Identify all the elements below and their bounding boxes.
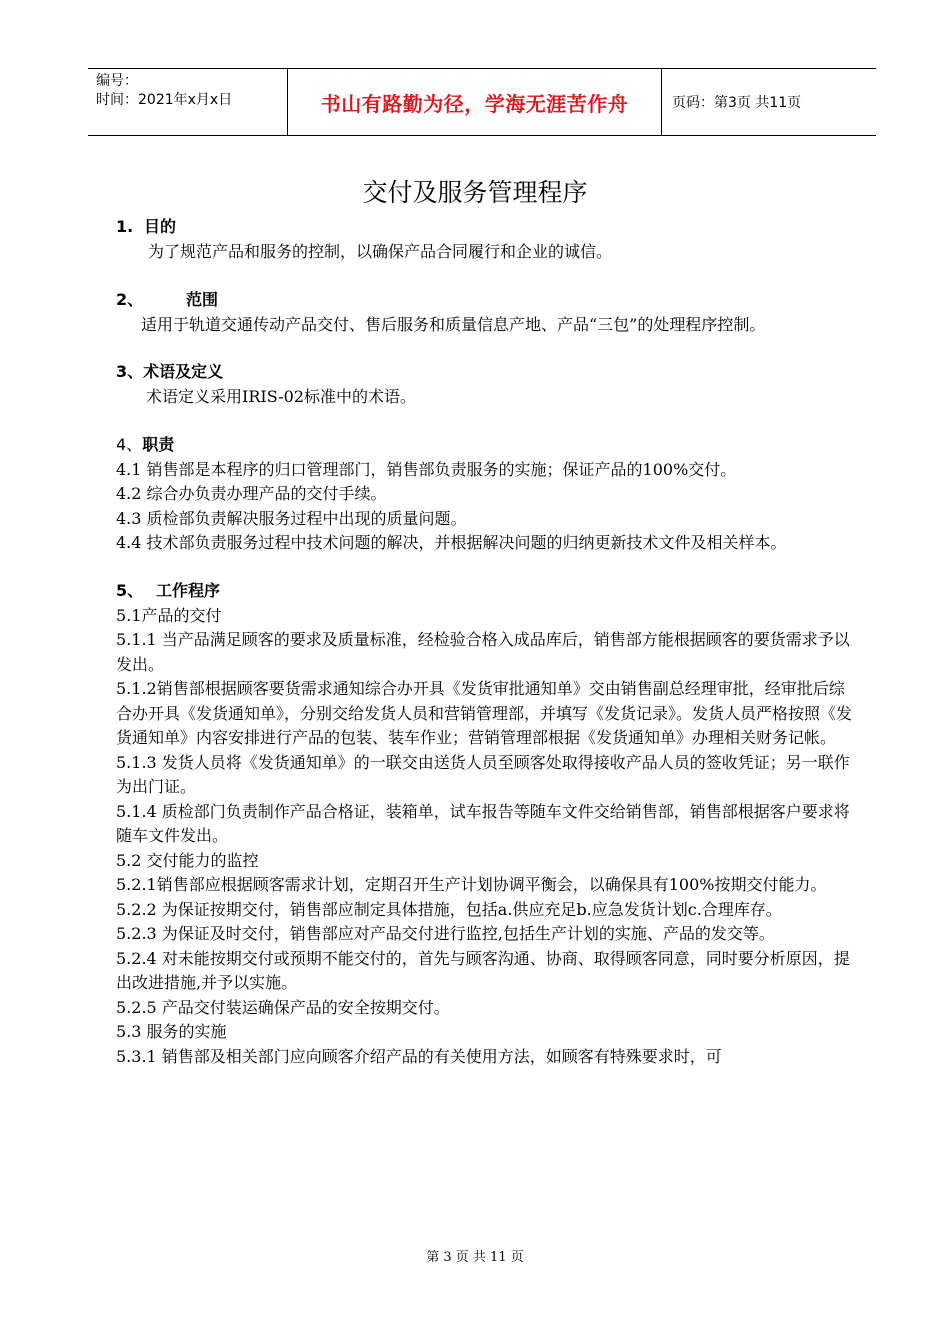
section-5-item: 5.2.2 为保证按期交付，销售部应制定具体措施，包括a.供应充足b.应急发货计划c.合理库存。	[116, 899, 782, 919]
page-footer: 第 3 页 共 11 页	[426, 1250, 524, 1265]
section-3-heading: 3、术语及定义	[116, 362, 224, 381]
section-1-title: 目的	[144, 217, 177, 236]
document-code: 编号：	[96, 73, 138, 89]
section-5-item: 5.2.5 产品交付装运确保产品的安全按期交付。	[116, 997, 450, 1017]
section-3-text: 术语定义采用IRIS-02标准中的术语。	[146, 387, 417, 406]
section-4-heading	[116, 432, 856, 458]
document-time: 时间：2021年x月x日	[96, 92, 233, 108]
header-meta	[88, 69, 288, 135]
section-4-item: 4.1 销售部是本程序的归口管理部门，销售部负责服务的实施；保证产品的100%交付。	[116, 459, 737, 479]
header-motto: 书山有路勤为径，学海无涯苦作舟	[288, 69, 662, 135]
section-5-item: 5.1.4 质检部门负责制作产品合格证，装箱单，试车报告等随车文件交给销售部，销售部根据客户要求将随车文件发出。	[116, 801, 850, 845]
section-5-item: 5.2.4 对未能按期交付或预期不能交付的，首先与顾客沟通、协商、取得顾客同意，同时要分析原因，提出改进措施,并予以实施。	[116, 948, 850, 992]
section-5-item: 5.1.2销售部根据顾客要货需求通知综合办开具《发货审批通知单》交由销售副总经理审批，经审批后综合办开具《发货通知单》，分别交给发货人员和营销管理部，并填写《发货记录》。发货人员严格按照《发货通知单》内容安排进行产品的包装、装车作业；营销管理部根据《发货通知单》办理相关财务记帐。	[116, 679, 853, 747]
section-4-number: 4、	[116, 434, 143, 454]
section-2-number: 2、	[116, 289, 144, 309]
section-5-item: 5.1.3 发货人员将《发货通知单》的一联交由送货人员至顾客处取得接收产品人员的签收凭证；另一联作为出门证。	[116, 752, 850, 796]
section-5-item: 5.3 服务的实施	[116, 1022, 227, 1041]
section-4-title: 职责	[142, 434, 175, 454]
section-5-heading	[116, 578, 856, 604]
section-5-item: 5.2.3 为保证及时交付，销售部应对产品交付进行监控,包括生产计划的实施、产品的发交等。	[116, 924, 775, 943]
document-title: 交付及服务管理程序	[362, 178, 588, 207]
section-5-item: 5.1.1 当产品满足顾客的要求及质量标准，经检验合格入成品库后，销售部方能根据顾客的要货需求予以发出。	[116, 630, 850, 674]
section-4-item: 4.4 技术部负责服务过程中技术问题的解决，并根据解决问题的归纳更新技术文件及相关样本。	[116, 533, 787, 552]
section-2-text: 适用于轨道交通传动产品交付、售后服务和质量信息产地、产品“三包”的处理程序控制。	[141, 314, 766, 334]
header-page-info: 页码：第3页 共11页	[672, 95, 802, 111]
section-5-number: 5、	[116, 580, 144, 600]
section-5-title: 工作程序	[156, 580, 221, 600]
section-5-item: 5.1产品的交付	[116, 605, 222, 625]
section-4-item: 4.3 质检部负责解决服务过程中出现的质量问题。	[116, 508, 467, 528]
section-1-number: 1.	[116, 217, 134, 236]
section-4-item: 4.2 综合办负责办理产品的交付手续。	[116, 484, 387, 503]
section-5-item: 5.3.1 销售部及相关部门应向顾客介绍产品的有关使用方法，如顾客有特殊要求时，可	[116, 1046, 722, 1066]
section-2-title: 范围	[186, 289, 219, 309]
page-header	[88, 68, 876, 136]
section-5-item: 5.2 交付能力的监控	[116, 850, 259, 870]
section-5-item: 5.2.1销售部应根据顾客需求计划，定期召开生产计划协调平衡会，以确保具有100%按期交付能力。	[116, 875, 827, 894]
section-2-heading	[116, 287, 856, 313]
document-body	[116, 214, 856, 1069]
section-1-heading	[116, 214, 856, 240]
section-1-text: 为了规范产品和服务的控制，以确保产品合同履行和企业的诚信。	[148, 242, 613, 261]
